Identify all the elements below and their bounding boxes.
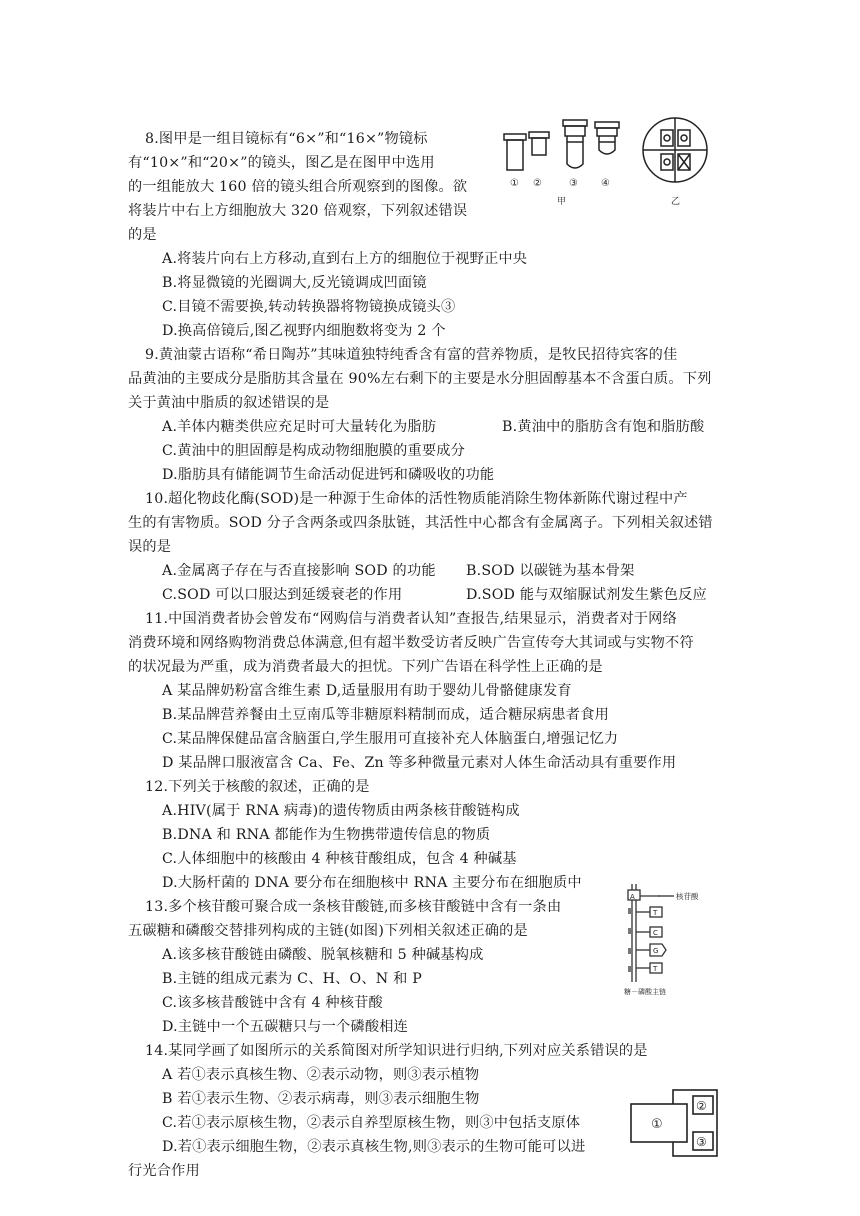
q12-option-c: C.人体细胞中的核酸由 4 种核苷酸组成，包含 4 种碱基 bbox=[162, 851, 517, 867]
q13-option-a: A.该多核苷酸链由磷酸、脱氧核糖和 5 种碱基构成 bbox=[162, 947, 484, 963]
q9-option-d: D.脂肪具有储能调节生命活动促进钙和磷吸收的功能 bbox=[162, 467, 495, 483]
q13-nucleotide-chain-figure bbox=[620, 880, 730, 1000]
figure-caption-jia: 甲 bbox=[557, 197, 567, 207]
q8-stem-line3: 的一组能放大 160 倍的镜头组合所观察到的图像。欲 bbox=[128, 179, 468, 195]
q11-option-a: A 某品牌奶粉富含维生素 D,适量服用有助于婴幼儿骨骼健康发育 bbox=[162, 683, 572, 699]
q14-relationship-figure bbox=[625, 1086, 725, 1162]
lens-label-1: ① bbox=[510, 178, 519, 189]
q8-option-d: D.换高倍镜后,图乙视野内细胞数将变为 2 个 bbox=[162, 323, 446, 339]
base-label-c: C bbox=[653, 929, 658, 937]
q11-option-d: D 某品牌口服液富含 Ca、Fe、Zn 等多种微量元素对人体生命活动具有重要作用 bbox=[162, 755, 677, 771]
q9-option-b: B.黄油中的脂肪含有饱和脂肪酸 bbox=[502, 419, 705, 435]
q8-option-a: A.将装片向右上方移动,直到右上方的细胞位于视野正中央 bbox=[162, 251, 528, 267]
q13-option-b: B.主链的组成元素为 C、H、O、N 和 P bbox=[162, 971, 422, 987]
lens-3-icon bbox=[563, 120, 587, 168]
figure-caption-yi: 乙 bbox=[671, 197, 681, 207]
lens-label-2: ② bbox=[533, 178, 542, 189]
relation-label-1: ① bbox=[651, 1117, 663, 1132]
base-label-t1: T bbox=[653, 909, 658, 917]
base-label-a: A bbox=[630, 893, 635, 901]
q8-option-c: C.目镜不需要换,转动转换器将物镜换成镜头③ bbox=[162, 299, 456, 315]
relation-label-2: ② bbox=[696, 1099, 707, 1113]
q13-option-c: C.该多核昔酸链中含有 4 种核苷酸 bbox=[162, 995, 383, 1011]
q12-stem-line1: 12.下列关于核酸的叙述，正确的是 bbox=[145, 779, 370, 795]
q12-option-d: D.大肠杆菌的 DNA 要分布在细胞核中 RNA 主要分布在细胞质中 bbox=[162, 875, 582, 891]
q10-option-a: A.金属离子存在与否直接影响 SOD 的功能 bbox=[162, 563, 436, 579]
q11-stem-line3: 的状况最为严重，成为消费者最大的担忧。下列广告语在科学性上正确的是 bbox=[128, 659, 603, 675]
q14-option-d-line1: D.若①表示细胞生物，②表示真核生物,则③表示的生物可能可以进 bbox=[162, 1139, 586, 1155]
q13-stem-line2: 五碳糖和磷酸交替排列构成的主链(如图)下列相关叙述正确的是 bbox=[128, 923, 528, 939]
q8-microscope-figure bbox=[495, 112, 725, 210]
q14-option-d-line2: 行光合作用 bbox=[128, 1163, 200, 1179]
q9-stem-line3: 关于黄油中脂质的叙述错误的是 bbox=[128, 395, 330, 411]
q14-stem-line1: 14.某同学画了如图所示的关系简图对所学知识进行归纳,下列对应关系错误的是 bbox=[145, 1043, 648, 1059]
q9-stem-line1: 9.黄油蒙古语称“希日陶苏”其味道独特纯香含有富的营养物质，是牧民招待宾客的佳 bbox=[145, 347, 678, 363]
q8-stem-line2: 有“10×”和“20×”的镜头，图乙是在图甲中选用 bbox=[128, 155, 435, 171]
base-label-g: G bbox=[653, 947, 659, 955]
lens-1-icon bbox=[504, 134, 526, 170]
q10-stem-line2: 生的有害物质。SOD 分子含两条或四条肽链，其活性中心都含有金属离子。下列相关叙述错 bbox=[128, 515, 713, 531]
q14-option-c: C.若①表示原核生物，②表示自养型原核生物，则③中包括支原体 bbox=[162, 1115, 581, 1131]
relation-label-3: ③ bbox=[696, 1135, 707, 1149]
nucleotide-label: 核苷酸 bbox=[676, 892, 699, 901]
q11-option-c: C.某品牌保健品富含脑蛋白,学生服用可直接补充人体脑蛋白,增强记忆力 bbox=[162, 731, 619, 747]
q9-stem-line2: 品黄油的主要成分是脂肪其含量在 90%左右剩下的主要是水分胆固醇基本不含蛋白质。下列 bbox=[128, 371, 712, 387]
q11-stem-line2: 消费环境和网络购物消费总体满意,但有超半数受访者反映广告宣传夸大其词或与实物不符 bbox=[128, 635, 694, 651]
q14-option-b: B 若①表示生物、②表示病毒，则③表示细胞生物 bbox=[162, 1091, 480, 1107]
q10-option-b: B.SOD 以碳链为基本骨架 bbox=[466, 563, 635, 579]
sugar-phosphate-backbone-icon bbox=[628, 884, 674, 982]
q12-option-b: B.DNA 和 RNA 都能作为生物携带遗传信息的物质 bbox=[162, 827, 491, 843]
q10-stem-line1: 10.超化物歧化酶(SOD)是一种源于生命体的活性物质能消除生物体新陈代谢过程中产 bbox=[145, 491, 688, 507]
q9-option-a: A.羊体内糖类供应充足时可大量转化为脂肪 bbox=[162, 419, 437, 435]
q10-option-d: D.SOD 能与双缩脲试剂发生紫色反应 bbox=[466, 587, 707, 603]
q11-option-b: B.某品牌营养餐由土豆南瓜等非糖原料精制而成，适合糖尿病患者食用 bbox=[162, 707, 609, 723]
q10-stem-line3: 误的是 bbox=[128, 539, 172, 555]
q10-option-c: C.SOD 可以口服达到延缓衰老的作用 bbox=[162, 587, 403, 603]
microscope-view-icon bbox=[643, 118, 707, 182]
backbone-label: 糖－磷酸主链 bbox=[624, 988, 666, 996]
q12-option-a: A.HIV(属于 RNA 病毒)的遗传物质由两条核苷酸链构成 bbox=[162, 803, 520, 819]
q11-stem-line1: 11.中国消费者协会曾发布“网购信与消费者认知”查报告,结果显示，消费者对于网络 bbox=[145, 611, 677, 627]
lens-label-3: ③ bbox=[569, 178, 578, 189]
lens-label-4: ④ bbox=[601, 178, 610, 189]
q13-option-d: D.主链中一个五碳糖只与一个磷酸相连 bbox=[162, 1019, 408, 1035]
q13-stem-line1: 13.多个核苷酸可聚合成一条核苷酸链,而多核苷酸链中含有一条由 bbox=[145, 899, 562, 915]
q8-stem-line5: 的是 bbox=[128, 227, 157, 243]
lens-4-icon bbox=[595, 122, 619, 154]
q9-option-c: C.黄油中的胆固醇是构成动物细胞膜的重要成分 bbox=[162, 443, 466, 459]
lens-2-icon bbox=[529, 132, 549, 155]
base-label-t2: T bbox=[653, 965, 658, 973]
q8-stem-line4: 将装片中右上方细胞放大 320 倍观察，下列叙述错误 bbox=[128, 203, 468, 219]
q14-option-a: A 若①表示真核生物、②表示动物，则③表示植物 bbox=[162, 1067, 480, 1083]
q8-option-b: B.将显微镜的光圈调大,反光镜调成凹面镜 bbox=[162, 275, 427, 291]
q8-stem-line1: 8.图甲是一组目镜标有“6×”和“16×”物镜标 bbox=[145, 131, 428, 147]
